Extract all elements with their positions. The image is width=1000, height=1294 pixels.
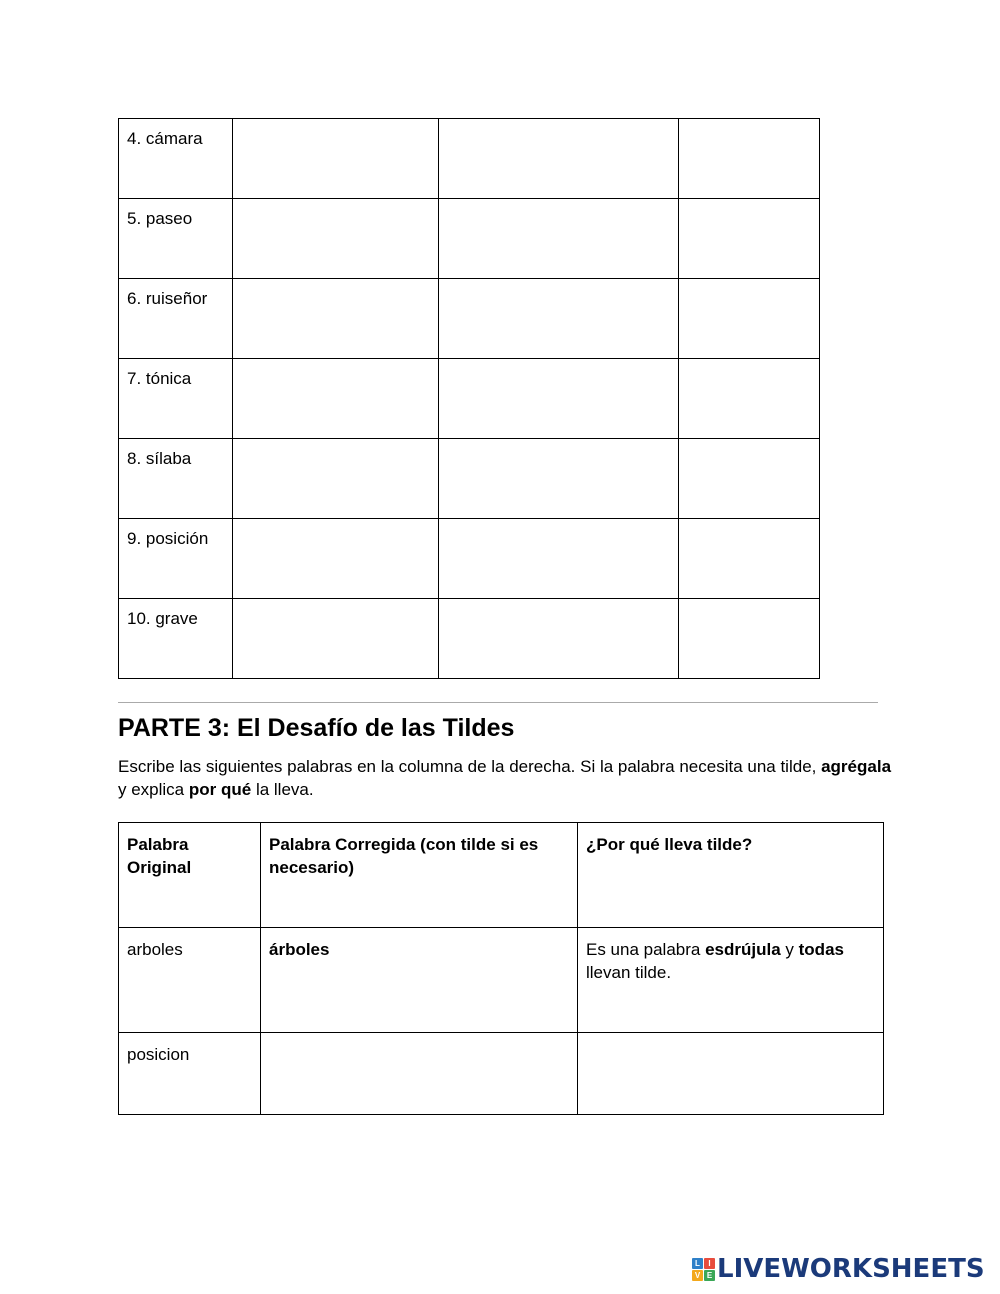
- logo-letter: I: [704, 1258, 715, 1269]
- reason-text: y: [780, 940, 799, 959]
- table-header-row: [119, 823, 884, 928]
- answer-cell[interactable]: [439, 439, 679, 519]
- instructions-text: Escribe las siguientes palabras en la columna de la derecha. Si la palabra necesita una tilde,: [118, 757, 822, 776]
- table-row: [119, 359, 820, 439]
- answer-cell[interactable]: [439, 599, 679, 679]
- instructions-bold: por qué: [188, 780, 252, 799]
- header-reason: ¿Por qué lleva tilde?: [578, 823, 884, 928]
- word-cell: 4. cámara: [119, 119, 233, 199]
- answer-cell[interactable]: [233, 599, 439, 679]
- answer-cell[interactable]: [679, 279, 820, 359]
- logo-letter: V: [692, 1270, 703, 1281]
- reason-bold: todas: [798, 940, 844, 959]
- logo-icon: [692, 1258, 715, 1281]
- original-word-cell: posicion: [119, 1033, 261, 1115]
- logo-letter: E: [704, 1270, 715, 1281]
- corrected-word-cell[interactable]: [261, 1033, 578, 1115]
- answer-cell[interactable]: [233, 359, 439, 439]
- part3-title: PARTE 3: El Desafío de las Tildes: [118, 714, 515, 742]
- word-cell: 10. grave: [119, 599, 233, 679]
- answer-cell[interactable]: [439, 359, 679, 439]
- table-row: [119, 439, 820, 519]
- header-original: Palabra Original: [119, 823, 261, 928]
- answer-cell[interactable]: [439, 519, 679, 599]
- reason-text: llevan tilde.: [586, 963, 672, 982]
- header-corrected: Palabra Corregida (con tilde si es necesario): [261, 823, 578, 928]
- reason-text: Es una palabra: [586, 940, 706, 959]
- liveworksheets-logo[interactable]: [692, 1252, 985, 1286]
- answer-cell[interactable]: [679, 119, 820, 199]
- answer-cell[interactable]: [679, 199, 820, 279]
- original-word-cell: arboles: [119, 928, 261, 1033]
- answer-cell[interactable]: [439, 199, 679, 279]
- accent-challenge-table: [118, 822, 884, 1115]
- reason-cell[interactable]: [578, 928, 884, 1033]
- answer-cell[interactable]: [679, 599, 820, 679]
- reason-bold: esdrújula: [705, 940, 781, 959]
- answer-cell[interactable]: [233, 519, 439, 599]
- corrected-word-cell[interactable]: árboles: [261, 928, 578, 1033]
- section-divider: [118, 702, 878, 703]
- answer-cell[interactable]: [233, 199, 439, 279]
- answer-cell[interactable]: [233, 119, 439, 199]
- instructions-text: y explica: [118, 780, 189, 799]
- instructions-text: la lleva.: [251, 780, 314, 799]
- answer-cell[interactable]: [439, 119, 679, 199]
- table-row: [119, 519, 820, 599]
- table-row: [119, 199, 820, 279]
- table-row: [119, 928, 884, 1033]
- word-cell: 6. ruiseñor: [119, 279, 233, 359]
- logo-letter: L: [692, 1258, 703, 1269]
- table-row: [119, 599, 820, 679]
- answer-cell[interactable]: [439, 279, 679, 359]
- table-row: [119, 119, 820, 199]
- word-cell: 9. posición: [119, 519, 233, 599]
- vocabulary-table: [118, 118, 820, 679]
- instructions-bold: agrégala: [821, 757, 892, 776]
- answer-cell[interactable]: [679, 359, 820, 439]
- table-row: [119, 1033, 884, 1115]
- word-cell: 7. tónica: [119, 359, 233, 439]
- reason-cell[interactable]: [578, 1033, 884, 1115]
- answer-cell[interactable]: [233, 279, 439, 359]
- answer-cell[interactable]: [679, 439, 820, 519]
- word-cell: 8. sílaba: [119, 439, 233, 519]
- answer-cell[interactable]: [679, 519, 820, 599]
- table-row: [119, 279, 820, 359]
- answer-cell[interactable]: [233, 439, 439, 519]
- part3-instructions: [118, 755, 898, 801]
- word-cell: 5. paseo: [119, 199, 233, 279]
- logo-text: LIVEWORKSHEETS: [717, 1254, 985, 1284]
